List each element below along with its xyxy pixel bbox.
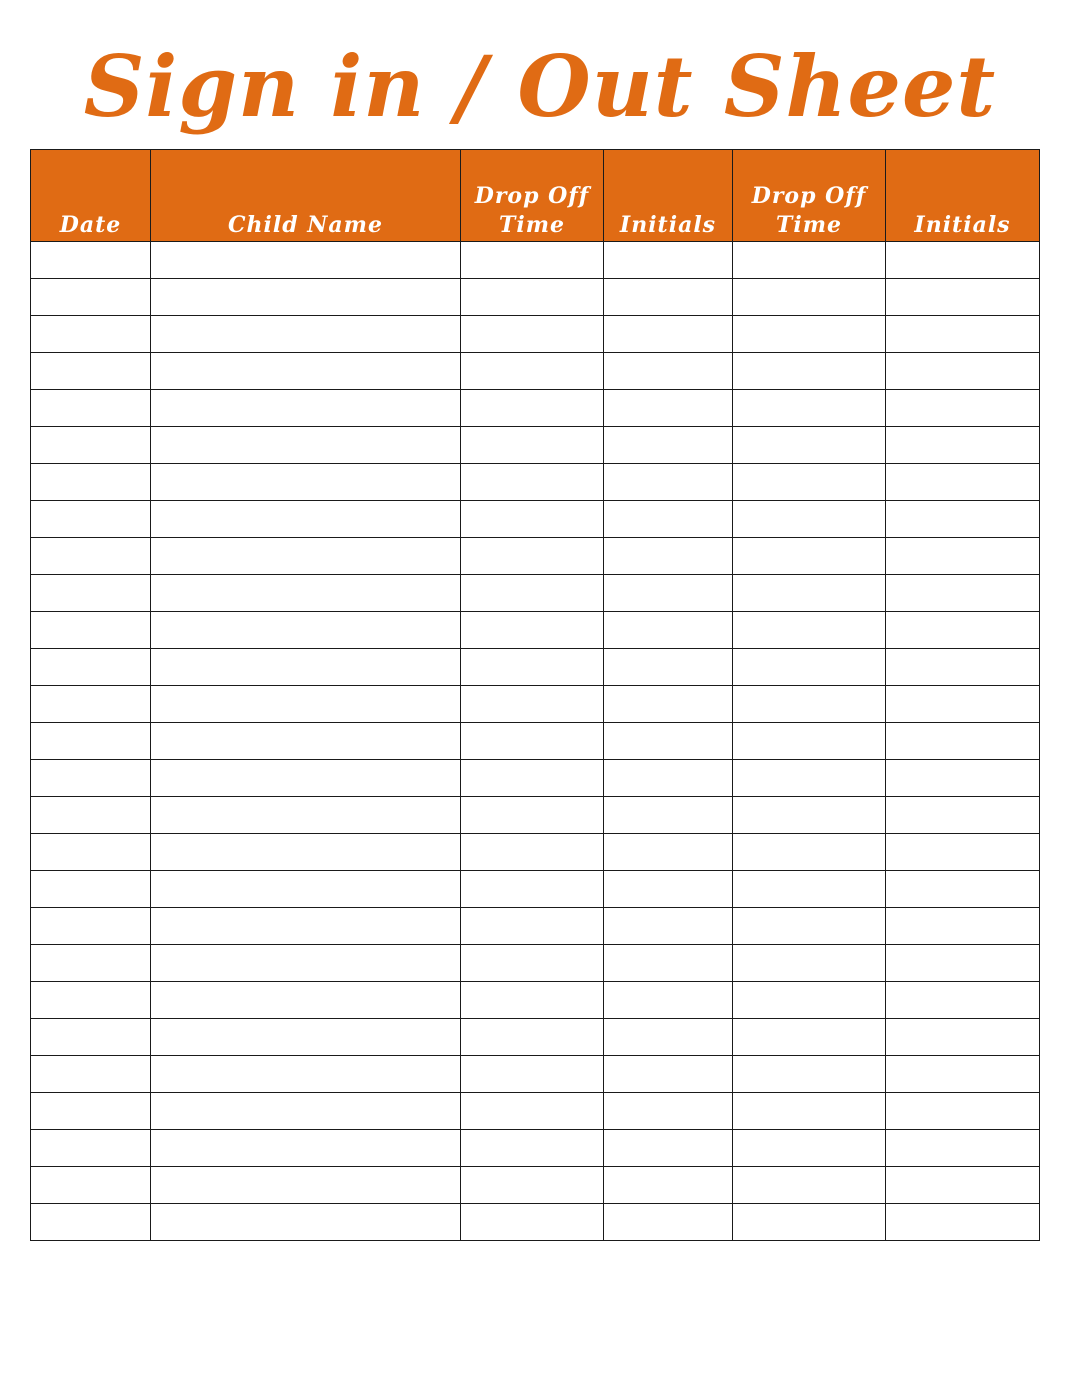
column-header-drop-off-time-2 bbox=[733, 150, 886, 242]
table-row bbox=[31, 908, 1040, 945]
blank-entry-cell[interactable] bbox=[886, 982, 1040, 1019]
blank-entry-cell[interactable] bbox=[461, 760, 604, 797]
blank-entry-cell[interactable] bbox=[733, 1019, 886, 1056]
column-header-initials bbox=[604, 150, 733, 242]
blank-entry-cell[interactable] bbox=[461, 464, 604, 501]
blank-entry-cell[interactable] bbox=[886, 1204, 1040, 1241]
blank-entry-cell[interactable] bbox=[461, 834, 604, 871]
blank-entry-cell[interactable] bbox=[886, 279, 1040, 316]
blank-entry-cell[interactable] bbox=[733, 279, 886, 316]
blank-entry-cell[interactable] bbox=[733, 464, 886, 501]
blank-entry-cell[interactable] bbox=[151, 242, 461, 279]
blank-entry-cell[interactable] bbox=[31, 649, 151, 686]
table-row bbox=[31, 279, 1040, 316]
blank-entry-cell[interactable] bbox=[31, 353, 151, 390]
blank-entry-cell[interactable] bbox=[604, 242, 733, 279]
blank-entry-cell[interactable] bbox=[31, 945, 151, 982]
blank-entry-cell[interactable] bbox=[461, 1056, 604, 1093]
blank-entry-cell[interactable] bbox=[461, 908, 604, 945]
blank-entry-cell[interactable] bbox=[31, 612, 151, 649]
column-header-date bbox=[31, 150, 151, 242]
page-title: Sign in / Out Sheet bbox=[83, 37, 997, 136]
blank-entry-cell[interactable] bbox=[31, 390, 151, 427]
blank-entry-cell[interactable] bbox=[604, 353, 733, 390]
blank-entry-cell[interactable] bbox=[151, 1167, 461, 1204]
blank-entry-cell[interactable] bbox=[461, 649, 604, 686]
blank-entry-cell[interactable] bbox=[733, 501, 886, 538]
blank-entry-cell[interactable] bbox=[151, 1204, 461, 1241]
blank-entry-cell[interactable] bbox=[31, 575, 151, 612]
blank-entry-cell[interactable] bbox=[461, 945, 604, 982]
blank-entry-cell[interactable] bbox=[461, 1204, 604, 1241]
blank-entry-cell[interactable] bbox=[461, 538, 604, 575]
blank-entry-cell[interactable] bbox=[461, 1019, 604, 1056]
blank-entry-cell[interactable] bbox=[886, 316, 1040, 353]
blank-entry-cell[interactable] bbox=[604, 316, 733, 353]
blank-entry-cell[interactable] bbox=[151, 427, 461, 464]
blank-entry-cell[interactable] bbox=[886, 908, 1040, 945]
table-row bbox=[31, 649, 1040, 686]
blank-entry-cell[interactable] bbox=[151, 575, 461, 612]
blank-entry-cell[interactable] bbox=[151, 760, 461, 797]
blank-entry-cell[interactable] bbox=[461, 612, 604, 649]
table-row bbox=[31, 427, 1040, 464]
table-row bbox=[31, 242, 1040, 279]
table-body bbox=[31, 242, 1040, 1241]
blank-entry-cell[interactable] bbox=[886, 723, 1040, 760]
blank-entry-cell[interactable] bbox=[733, 612, 886, 649]
blank-entry-cell[interactable] bbox=[886, 1019, 1040, 1056]
blank-entry-cell[interactable] bbox=[151, 723, 461, 760]
table-row bbox=[31, 316, 1040, 353]
blank-entry-cell[interactable] bbox=[461, 1130, 604, 1167]
table-row bbox=[31, 501, 1040, 538]
header-label-line-1: Drop Off bbox=[751, 183, 867, 209]
blank-entry-cell[interactable] bbox=[886, 501, 1040, 538]
blank-entry-cell[interactable] bbox=[604, 871, 733, 908]
blank-entry-cell[interactable] bbox=[604, 575, 733, 612]
blank-entry-cell[interactable] bbox=[733, 1130, 886, 1167]
table-row bbox=[31, 612, 1040, 649]
column-header-initials-2 bbox=[886, 150, 1040, 242]
blank-entry-cell[interactable] bbox=[886, 427, 1040, 464]
table-row bbox=[31, 797, 1040, 834]
header-label: Child Name bbox=[228, 212, 383, 238]
blank-entry-cell[interactable] bbox=[604, 1167, 733, 1204]
blank-entry-cell[interactable] bbox=[604, 612, 733, 649]
table-row bbox=[31, 723, 1040, 760]
table-row bbox=[31, 982, 1040, 1019]
blank-entry-cell[interactable] bbox=[151, 871, 461, 908]
table-row bbox=[31, 1056, 1040, 1093]
blank-entry-cell[interactable] bbox=[31, 316, 151, 353]
blank-entry-cell[interactable] bbox=[151, 982, 461, 1019]
blank-entry-cell[interactable] bbox=[733, 797, 886, 834]
column-header-child-name bbox=[151, 150, 461, 242]
blank-entry-cell[interactable] bbox=[886, 538, 1040, 575]
blank-entry-cell[interactable] bbox=[886, 1056, 1040, 1093]
table-row bbox=[31, 575, 1040, 612]
blank-entry-cell[interactable] bbox=[31, 427, 151, 464]
blank-entry-cell[interactable] bbox=[151, 797, 461, 834]
table-row bbox=[31, 1093, 1040, 1130]
blank-entry-cell[interactable] bbox=[151, 1056, 461, 1093]
blank-entry-cell[interactable] bbox=[886, 1130, 1040, 1167]
header-label-line-2: Time bbox=[775, 212, 842, 238]
blank-entry-cell[interactable] bbox=[733, 723, 886, 760]
blank-entry-cell[interactable] bbox=[461, 982, 604, 1019]
blank-entry-cell[interactable] bbox=[461, 390, 604, 427]
blank-entry-cell[interactable] bbox=[886, 760, 1040, 797]
blank-entry-cell[interactable] bbox=[461, 686, 604, 723]
blank-entry-cell[interactable] bbox=[604, 649, 733, 686]
blank-entry-cell[interactable] bbox=[151, 649, 461, 686]
blank-entry-cell[interactable] bbox=[31, 871, 151, 908]
table-row bbox=[31, 871, 1040, 908]
blank-entry-cell[interactable] bbox=[886, 612, 1040, 649]
header-label: Date bbox=[59, 212, 122, 238]
blank-entry-cell[interactable] bbox=[604, 760, 733, 797]
blank-entry-cell[interactable] bbox=[604, 982, 733, 1019]
blank-entry-cell[interactable] bbox=[151, 1130, 461, 1167]
blank-entry-cell[interactable] bbox=[886, 649, 1040, 686]
blank-entry-cell[interactable] bbox=[31, 242, 151, 279]
blank-entry-cell[interactable] bbox=[151, 279, 461, 316]
blank-entry-cell[interactable] bbox=[886, 575, 1040, 612]
blank-entry-cell[interactable] bbox=[886, 353, 1040, 390]
header-label-line-2: Time bbox=[498, 212, 565, 238]
blank-entry-cell[interactable] bbox=[604, 279, 733, 316]
blank-entry-cell[interactable] bbox=[604, 834, 733, 871]
blank-entry-cell[interactable] bbox=[151, 316, 461, 353]
blank-entry-cell[interactable] bbox=[604, 1056, 733, 1093]
blank-entry-cell[interactable] bbox=[886, 1093, 1040, 1130]
blank-entry-cell[interactable] bbox=[604, 501, 733, 538]
blank-entry-cell[interactable] bbox=[31, 723, 151, 760]
table-row bbox=[31, 1019, 1040, 1056]
blank-entry-cell[interactable] bbox=[461, 797, 604, 834]
header-label: Initials bbox=[914, 212, 1011, 238]
table-row bbox=[31, 390, 1040, 427]
blank-entry-cell[interactable] bbox=[31, 908, 151, 945]
blank-entry-cell[interactable] bbox=[31, 538, 151, 575]
table-row bbox=[31, 686, 1040, 723]
blank-entry-cell[interactable] bbox=[31, 760, 151, 797]
blank-entry-cell[interactable] bbox=[151, 1093, 461, 1130]
blank-entry-cell[interactable] bbox=[461, 501, 604, 538]
blank-entry-cell[interactable] bbox=[151, 686, 461, 723]
blank-entry-cell[interactable] bbox=[151, 501, 461, 538]
table-row bbox=[31, 945, 1040, 982]
blank-entry-cell[interactable] bbox=[151, 464, 461, 501]
blank-entry-cell[interactable] bbox=[461, 723, 604, 760]
blank-entry-cell[interactable] bbox=[886, 797, 1040, 834]
blank-entry-cell[interactable] bbox=[151, 612, 461, 649]
table-row bbox=[31, 760, 1040, 797]
table-row bbox=[31, 1167, 1040, 1204]
blank-entry-cell[interactable] bbox=[604, 908, 733, 945]
blank-entry-cell[interactable] bbox=[31, 279, 151, 316]
blank-entry-cell[interactable] bbox=[886, 464, 1040, 501]
blank-entry-cell[interactable] bbox=[461, 316, 604, 353]
blank-entry-cell[interactable] bbox=[604, 686, 733, 723]
blank-entry-cell[interactable] bbox=[151, 353, 461, 390]
blank-entry-cell[interactable] bbox=[733, 982, 886, 1019]
blank-entry-cell[interactable] bbox=[31, 1056, 151, 1093]
blank-entry-cell[interactable] bbox=[886, 871, 1040, 908]
blank-entry-cell[interactable] bbox=[461, 871, 604, 908]
table-row bbox=[31, 1204, 1040, 1241]
blank-entry-cell[interactable] bbox=[733, 353, 886, 390]
blank-entry-cell[interactable] bbox=[733, 908, 886, 945]
blank-entry-cell[interactable] bbox=[461, 575, 604, 612]
blank-entry-cell[interactable] bbox=[604, 1093, 733, 1130]
blank-entry-cell[interactable] bbox=[733, 834, 886, 871]
blank-entry-cell[interactable] bbox=[733, 390, 886, 427]
blank-entry-cell[interactable] bbox=[886, 686, 1040, 723]
blank-entry-cell[interactable] bbox=[31, 501, 151, 538]
blank-entry-cell[interactable] bbox=[31, 1204, 151, 1241]
blank-entry-cell[interactable] bbox=[31, 1019, 151, 1056]
blank-entry-cell[interactable] bbox=[151, 538, 461, 575]
blank-entry-cell[interactable] bbox=[604, 390, 733, 427]
blank-entry-cell[interactable] bbox=[604, 723, 733, 760]
blank-entry-cell[interactable] bbox=[604, 538, 733, 575]
header-label-line-1: Drop Off bbox=[474, 183, 590, 209]
blank-entry-cell[interactable] bbox=[733, 945, 886, 982]
blank-entry-cell[interactable] bbox=[461, 279, 604, 316]
blank-entry-cell[interactable] bbox=[886, 834, 1040, 871]
blank-entry-cell[interactable] bbox=[733, 1204, 886, 1241]
blank-entry-cell[interactable] bbox=[604, 427, 733, 464]
table-row bbox=[31, 1130, 1040, 1167]
blank-entry-cell[interactable] bbox=[604, 1130, 733, 1167]
blank-entry-cell[interactable] bbox=[151, 1019, 461, 1056]
column-header-drop-off-time bbox=[461, 150, 604, 242]
blank-entry-cell[interactable] bbox=[31, 797, 151, 834]
blank-entry-cell[interactable] bbox=[886, 390, 1040, 427]
blank-entry-cell[interactable] bbox=[604, 464, 733, 501]
blank-entry-cell[interactable] bbox=[886, 242, 1040, 279]
table-row bbox=[31, 538, 1040, 575]
blank-entry-cell[interactable] bbox=[461, 1167, 604, 1204]
table-row bbox=[31, 834, 1040, 871]
blank-entry-cell[interactable] bbox=[461, 353, 604, 390]
blank-entry-cell[interactable] bbox=[31, 1093, 151, 1130]
sign-in-out-table bbox=[30, 149, 1040, 1241]
blank-entry-cell[interactable] bbox=[733, 1056, 886, 1093]
blank-entry-cell[interactable] bbox=[733, 1167, 886, 1204]
blank-entry-cell[interactable] bbox=[31, 1167, 151, 1204]
blank-entry-cell[interactable] bbox=[461, 1093, 604, 1130]
blank-entry-cell[interactable] bbox=[31, 982, 151, 1019]
header-label: Initials bbox=[619, 212, 717, 238]
blank-entry-cell[interactable] bbox=[733, 242, 886, 279]
header-row bbox=[31, 150, 1040, 242]
blank-entry-cell[interactable] bbox=[461, 242, 604, 279]
blank-entry-cell[interactable] bbox=[733, 538, 886, 575]
blank-entry-cell[interactable] bbox=[31, 464, 151, 501]
blank-entry-cell[interactable] bbox=[151, 390, 461, 427]
blank-entry-cell[interactable] bbox=[733, 686, 886, 723]
blank-entry-cell[interactable] bbox=[733, 760, 886, 797]
blank-entry-cell[interactable] bbox=[733, 427, 886, 464]
blank-entry-cell[interactable] bbox=[604, 1019, 733, 1056]
blank-entry-cell[interactable] bbox=[604, 1204, 733, 1241]
blank-entry-cell[interactable] bbox=[151, 908, 461, 945]
table-row bbox=[31, 464, 1040, 501]
table-row bbox=[31, 353, 1040, 390]
blank-entry-cell[interactable] bbox=[733, 649, 886, 686]
blank-entry-cell[interactable] bbox=[31, 686, 151, 723]
blank-entry-cell[interactable] bbox=[886, 1167, 1040, 1204]
blank-entry-cell[interactable] bbox=[31, 834, 151, 871]
blank-entry-cell[interactable] bbox=[604, 945, 733, 982]
blank-entry-cell[interactable] bbox=[461, 427, 604, 464]
blank-entry-cell[interactable] bbox=[151, 834, 461, 871]
blank-entry-cell[interactable] bbox=[733, 871, 886, 908]
blank-entry-cell[interactable] bbox=[31, 1130, 151, 1167]
blank-entry-cell[interactable] bbox=[733, 575, 886, 612]
blank-entry-cell[interactable] bbox=[733, 1093, 886, 1130]
blank-entry-cell[interactable] bbox=[886, 945, 1040, 982]
blank-entry-cell[interactable] bbox=[151, 945, 461, 982]
blank-entry-cell[interactable] bbox=[733, 316, 886, 353]
blank-entry-cell[interactable] bbox=[604, 797, 733, 834]
